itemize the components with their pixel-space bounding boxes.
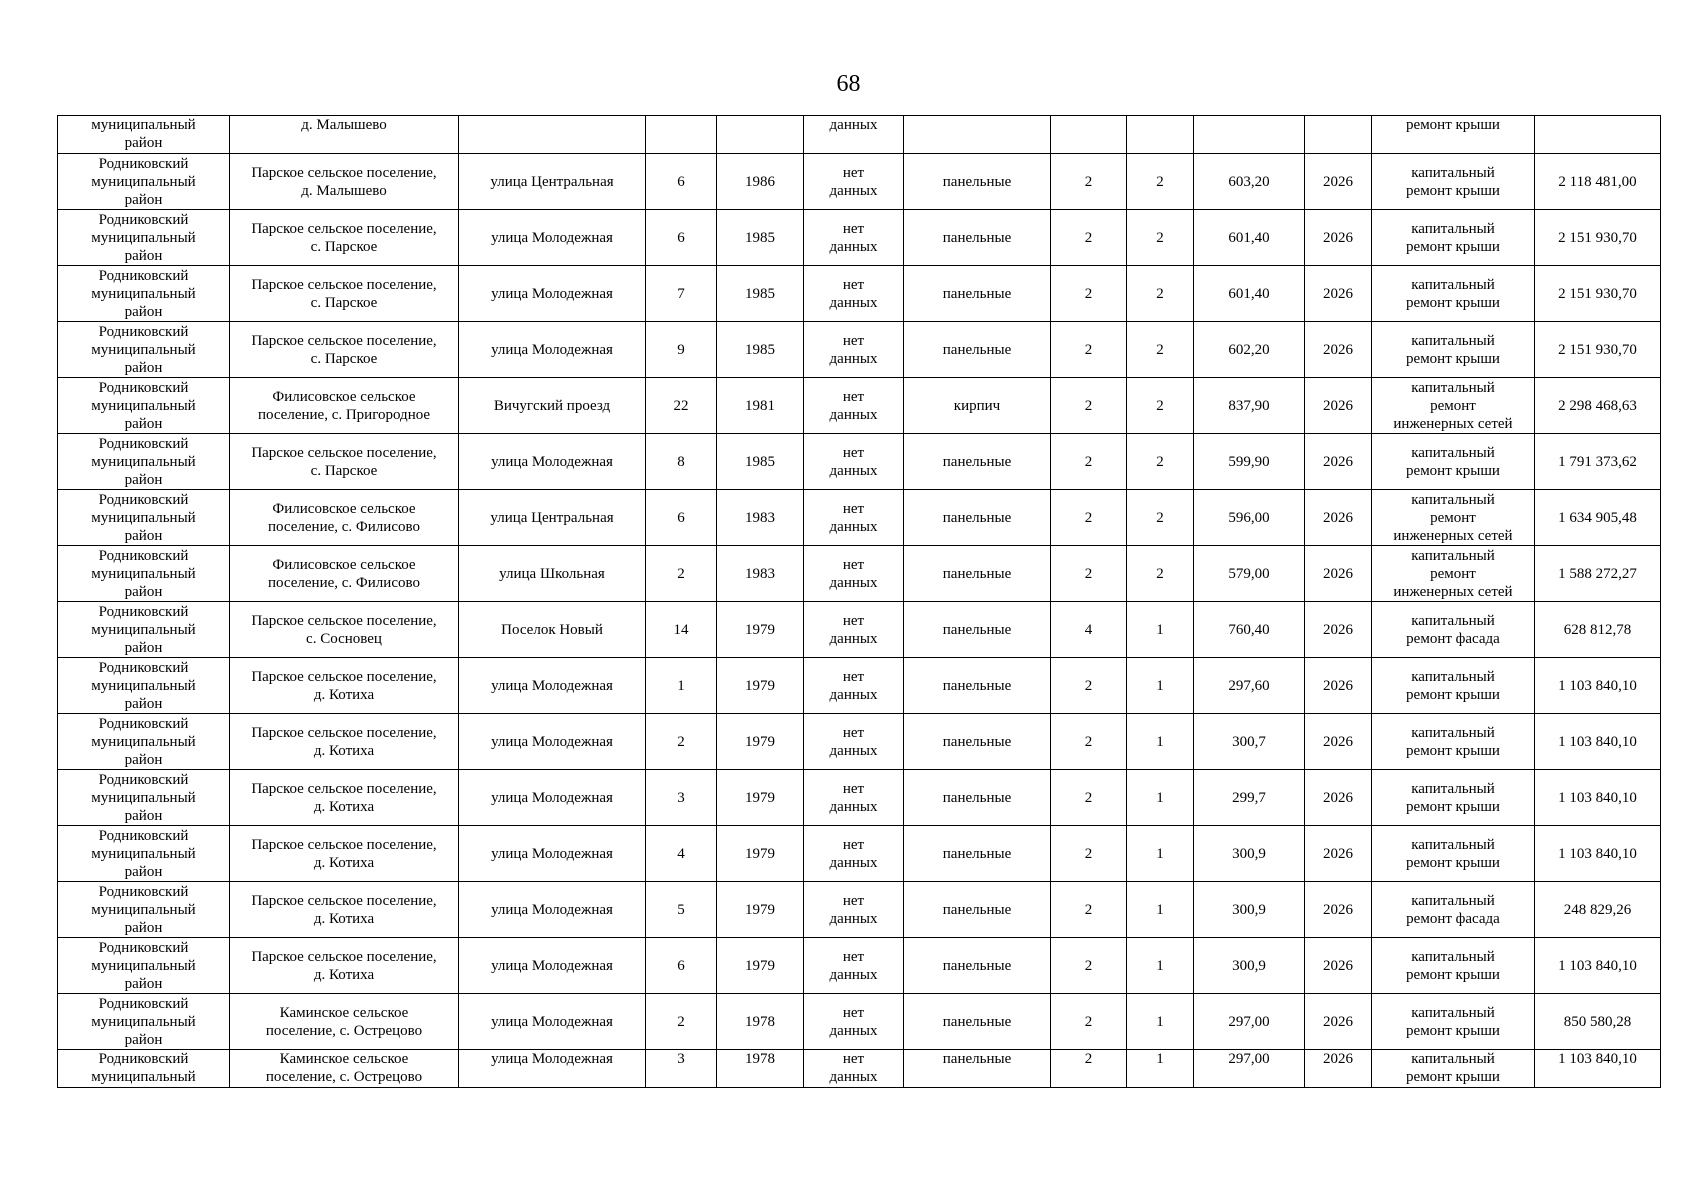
settlement-cell: Филисовское сельское поселение, с. Филисово <box>230 490 459 546</box>
cost-cell: 2 151 930,70 <box>1535 322 1661 378</box>
plan-year-cell: 2026 <box>1305 938 1372 994</box>
district-cell: Родниковский муниципальный район <box>58 434 230 490</box>
plan-year-cell: 2026 <box>1305 490 1372 546</box>
year-built-cell: 1985 <box>717 322 804 378</box>
floors-cell: 2 <box>1051 658 1127 714</box>
year-commission-cell: нет данных <box>804 714 904 770</box>
cost-cell <box>1535 116 1661 154</box>
entrances-cell: 1 <box>1127 1050 1194 1088</box>
plan-year-cell: 2026 <box>1305 994 1372 1050</box>
floors-cell: 2 <box>1051 322 1127 378</box>
street-cell: улица Молодежная <box>459 994 646 1050</box>
cost-cell: 2 151 930,70 <box>1535 266 1661 322</box>
table-row <box>58 378 1661 434</box>
district-cell: Родниковский муниципальный район <box>58 938 230 994</box>
district-cell: Родниковский муниципальный район <box>58 658 230 714</box>
wall-material-cell: панельные <box>904 1050 1051 1088</box>
district-cell: Родниковский муниципальный район <box>58 546 230 602</box>
cost-cell: 1 103 840,10 <box>1535 826 1661 882</box>
wall-material-cell: панельные <box>904 994 1051 1050</box>
house-number-cell: 6 <box>646 490 717 546</box>
cost-cell: 1 103 840,10 <box>1535 658 1661 714</box>
table-row <box>58 434 1661 490</box>
cost-cell: 1 634 905,48 <box>1535 490 1661 546</box>
settlement-cell: д. Малышево <box>230 116 459 154</box>
year-built-cell: 1983 <box>717 490 804 546</box>
settlement-cell: Парское сельское поселение, с. Сосновец <box>230 602 459 658</box>
street-cell: улица Молодежная <box>459 882 646 938</box>
house-number-cell: 4 <box>646 826 717 882</box>
work-type-cell: капитальный ремонт крыши <box>1372 434 1535 490</box>
year-built-cell: 1985 <box>717 210 804 266</box>
entrances-cell: 2 <box>1127 210 1194 266</box>
work-type-cell: капитальный ремонт крыши <box>1372 714 1535 770</box>
cost-cell: 2 118 481,00 <box>1535 154 1661 210</box>
settlement-cell: Парское сельское поселение, с. Парское <box>230 266 459 322</box>
table-row <box>58 826 1661 882</box>
year-built-cell: 1985 <box>717 434 804 490</box>
wall-material-cell: панельные <box>904 322 1051 378</box>
street-cell: улица Школьная <box>459 546 646 602</box>
wall-material-cell: панельные <box>904 154 1051 210</box>
wall-material-cell: панельные <box>904 546 1051 602</box>
area-cell: 299,7 <box>1194 770 1305 826</box>
plan-year-cell: 2026 <box>1305 658 1372 714</box>
area-cell: 300,9 <box>1194 826 1305 882</box>
district-cell: Родниковский муниципальный район <box>58 602 230 658</box>
work-type-cell: ремонт крыши <box>1372 116 1535 154</box>
street-cell: улица Молодежная <box>459 1050 646 1088</box>
house-number-cell: 22 <box>646 378 717 434</box>
cost-cell: 1 791 373,62 <box>1535 434 1661 490</box>
year-built-cell: 1979 <box>717 602 804 658</box>
settlement-cell: Парское сельское поселение, д. Малышево <box>230 154 459 210</box>
house-number-cell <box>646 116 717 154</box>
area-cell: 601,40 <box>1194 210 1305 266</box>
house-number-cell: 5 <box>646 882 717 938</box>
year-built-cell <box>717 116 804 154</box>
street-cell: улица Молодежная <box>459 322 646 378</box>
page-number: 68 <box>836 71 861 97</box>
settlement-cell: Парское сельское поселение, д. Котиха <box>230 658 459 714</box>
floors-cell: 2 <box>1051 490 1127 546</box>
floors-cell: 2 <box>1051 210 1127 266</box>
plan-year-cell: 2026 <box>1305 378 1372 434</box>
floors-cell: 2 <box>1051 826 1127 882</box>
entrances-cell: 2 <box>1127 546 1194 602</box>
street-cell: улица Молодежная <box>459 938 646 994</box>
district-cell: Родниковский муниципальный район <box>58 882 230 938</box>
street-cell <box>459 116 646 154</box>
area-cell: 297,00 <box>1194 994 1305 1050</box>
floors-cell: 2 <box>1051 546 1127 602</box>
house-number-cell: 7 <box>646 266 717 322</box>
housing-repair-table <box>57 115 1661 1088</box>
work-type-cell: капитальный ремонт инженерных сетей <box>1372 490 1535 546</box>
year-commission-cell: нет данных <box>804 1050 904 1088</box>
plan-year-cell: 2026 <box>1305 770 1372 826</box>
cost-cell: 850 580,28 <box>1535 994 1661 1050</box>
district-cell: Родниковский муниципальный район <box>58 266 230 322</box>
house-number-cell: 2 <box>646 546 717 602</box>
work-type-cell: капитальный ремонт крыши <box>1372 322 1535 378</box>
year-commission-cell: нет данных <box>804 826 904 882</box>
area-cell: 300,9 <box>1194 882 1305 938</box>
year-commission-cell: нет данных <box>804 378 904 434</box>
floors-cell: 2 <box>1051 714 1127 770</box>
entrances-cell: 1 <box>1127 770 1194 826</box>
plan-year-cell: 2026 <box>1305 602 1372 658</box>
wall-material-cell: панельные <box>904 938 1051 994</box>
entrances-cell: 2 <box>1127 434 1194 490</box>
work-type-cell: капитальный ремонт крыши <box>1372 658 1535 714</box>
street-cell: улица Молодежная <box>459 826 646 882</box>
floors-cell: 2 <box>1051 434 1127 490</box>
area-cell: 297,00 <box>1194 1050 1305 1088</box>
area-cell: 837,90 <box>1194 378 1305 434</box>
floors-cell: 2 <box>1051 266 1127 322</box>
table-row <box>58 154 1661 210</box>
table-row <box>58 658 1661 714</box>
table-body <box>58 116 1661 1088</box>
entrances-cell: 2 <box>1127 490 1194 546</box>
settlement-cell: Каминское сельское поселение, с. Острецово <box>230 994 459 1050</box>
cost-cell: 1 103 840,10 <box>1535 714 1661 770</box>
entrances-cell: 2 <box>1127 322 1194 378</box>
work-type-cell: капитальный ремонт инженерных сетей <box>1372 378 1535 434</box>
street-cell: Вичугский проезд <box>459 378 646 434</box>
work-type-cell: капитальный ремонт крыши <box>1372 994 1535 1050</box>
wall-material-cell: кирпич <box>904 378 1051 434</box>
year-built-cell: 1979 <box>717 770 804 826</box>
district-cell: Родниковский муниципальный район <box>58 322 230 378</box>
year-built-cell: 1981 <box>717 378 804 434</box>
area-cell: 300,7 <box>1194 714 1305 770</box>
settlement-cell: Парское сельское поселение, д. Котиха <box>230 882 459 938</box>
plan-year-cell: 2026 <box>1305 154 1372 210</box>
entrances-cell: 1 <box>1127 882 1194 938</box>
year-commission-cell: нет данных <box>804 602 904 658</box>
street-cell: улица Молодежная <box>459 770 646 826</box>
plan-year-cell <box>1305 116 1372 154</box>
plan-year-cell: 2026 <box>1305 434 1372 490</box>
plan-year-cell: 2026 <box>1305 714 1372 770</box>
plan-year-cell: 2026 <box>1305 1050 1372 1088</box>
area-cell: 601,40 <box>1194 266 1305 322</box>
district-cell: Родниковский муниципальный район <box>58 994 230 1050</box>
table-row <box>58 490 1661 546</box>
plan-year-cell: 2026 <box>1305 882 1372 938</box>
year-commission-cell: нет данных <box>804 490 904 546</box>
floors-cell: 2 <box>1051 378 1127 434</box>
year-built-cell: 1983 <box>717 546 804 602</box>
entrances-cell: 1 <box>1127 658 1194 714</box>
area-cell: 300,9 <box>1194 938 1305 994</box>
wall-material-cell: панельные <box>904 714 1051 770</box>
cost-cell: 628 812,78 <box>1535 602 1661 658</box>
cost-cell: 1 103 840,10 <box>1535 770 1661 826</box>
street-cell: улица Молодежная <box>459 210 646 266</box>
work-type-cell: капитальный ремонт крыши <box>1372 826 1535 882</box>
year-built-cell: 1986 <box>717 154 804 210</box>
year-commission-cell: нет данных <box>804 546 904 602</box>
entrances-cell: 1 <box>1127 938 1194 994</box>
street-cell: улица Молодежная <box>459 658 646 714</box>
plan-year-cell: 2026 <box>1305 266 1372 322</box>
floors-cell: 4 <box>1051 602 1127 658</box>
table-row <box>58 882 1661 938</box>
wall-material-cell: панельные <box>904 266 1051 322</box>
settlement-cell: Парское сельское поселение, с. Парское <box>230 434 459 490</box>
street-cell: улица Центральная <box>459 154 646 210</box>
area-cell: 297,60 <box>1194 658 1305 714</box>
house-number-cell: 3 <box>646 770 717 826</box>
area-cell: 602,20 <box>1194 322 1305 378</box>
area-cell: 760,40 <box>1194 602 1305 658</box>
work-type-cell: капитальный ремонт фасада <box>1372 602 1535 658</box>
entrances-cell: 1 <box>1127 994 1194 1050</box>
district-cell: Родниковский муниципальный район <box>58 154 230 210</box>
house-number-cell: 2 <box>646 714 717 770</box>
house-number-cell: 6 <box>646 154 717 210</box>
year-commission-cell: нет данных <box>804 154 904 210</box>
plan-year-cell: 2026 <box>1305 210 1372 266</box>
settlement-cell: Филисовское сельское поселение, с. Пригородное <box>230 378 459 434</box>
cost-cell: 2 151 930,70 <box>1535 210 1661 266</box>
year-commission-cell: нет данных <box>804 994 904 1050</box>
district-cell: Родниковский муниципальный район <box>58 378 230 434</box>
table-row <box>58 714 1661 770</box>
wall-material-cell: панельные <box>904 602 1051 658</box>
work-type-cell: капитальный ремонт крыши <box>1372 938 1535 994</box>
settlement-cell: Парское сельское поселение, с. Парское <box>230 210 459 266</box>
work-type-cell: капитальный ремонт крыши <box>1372 210 1535 266</box>
work-type-cell: капитальный ремонт крыши <box>1372 154 1535 210</box>
street-cell: улица Молодежная <box>459 266 646 322</box>
table-row <box>58 994 1661 1050</box>
house-number-cell: 6 <box>646 210 717 266</box>
year-built-cell: 1978 <box>717 994 804 1050</box>
table-row <box>58 266 1661 322</box>
house-number-cell: 6 <box>646 938 717 994</box>
cost-cell: 1 588 272,27 <box>1535 546 1661 602</box>
entrances-cell: 2 <box>1127 378 1194 434</box>
street-cell: улица Молодежная <box>459 434 646 490</box>
area-cell <box>1194 116 1305 154</box>
floors-cell <box>1051 116 1127 154</box>
settlement-cell: Парское сельское поселение, д. Котиха <box>230 938 459 994</box>
settlement-cell: Парское сельское поселение, д. Котиха <box>230 770 459 826</box>
cost-cell: 248 829,26 <box>1535 882 1661 938</box>
wall-material-cell <box>904 116 1051 154</box>
table-row <box>58 210 1661 266</box>
wall-material-cell: панельные <box>904 210 1051 266</box>
table-row <box>58 1050 1661 1088</box>
house-number-cell: 14 <box>646 602 717 658</box>
entrances-cell: 1 <box>1127 826 1194 882</box>
area-cell: 579,00 <box>1194 546 1305 602</box>
floors-cell: 2 <box>1051 770 1127 826</box>
table-row <box>58 938 1661 994</box>
floors-cell: 2 <box>1051 938 1127 994</box>
plan-year-cell: 2026 <box>1305 322 1372 378</box>
settlement-cell: Парское сельское поселение, с. Парское <box>230 322 459 378</box>
year-commission-cell: нет данных <box>804 658 904 714</box>
street-cell: Поселок Новый <box>459 602 646 658</box>
work-type-cell: капитальный ремонт фасада <box>1372 882 1535 938</box>
settlement-cell: Филисовское сельское поселение, с. Филисово <box>230 546 459 602</box>
street-cell: улица Центральная <box>459 490 646 546</box>
district-cell: Родниковский муниципальный <box>58 1050 230 1088</box>
year-commission-cell: нет данных <box>804 770 904 826</box>
year-built-cell: 1979 <box>717 658 804 714</box>
district-cell: Родниковский муниципальный район <box>58 714 230 770</box>
floors-cell: 2 <box>1051 154 1127 210</box>
year-commission-cell: нет данных <box>804 434 904 490</box>
wall-material-cell: панельные <box>904 770 1051 826</box>
wall-material-cell: панельные <box>904 882 1051 938</box>
year-built-cell: 1979 <box>717 714 804 770</box>
settlement-cell: Каминское сельское поселение, с. Острецово <box>230 1050 459 1088</box>
year-built-cell: 1978 <box>717 1050 804 1088</box>
year-built-cell: 1979 <box>717 826 804 882</box>
district-cell: Родниковский муниципальный район <box>58 770 230 826</box>
house-number-cell: 9 <box>646 322 717 378</box>
year-commission-cell: нет данных <box>804 210 904 266</box>
wall-material-cell: панельные <box>904 434 1051 490</box>
entrances-cell: 1 <box>1127 602 1194 658</box>
work-type-cell: капитальный ремонт крыши <box>1372 770 1535 826</box>
house-number-cell: 1 <box>646 658 717 714</box>
year-commission-cell: данных <box>804 116 904 154</box>
table-row <box>58 322 1661 378</box>
house-number-cell: 2 <box>646 994 717 1050</box>
floors-cell: 2 <box>1051 1050 1127 1088</box>
work-type-cell: капитальный ремонт инженерных сетей <box>1372 546 1535 602</box>
work-type-cell: капитальный ремонт крыши <box>1372 266 1535 322</box>
wall-material-cell: панельные <box>904 826 1051 882</box>
district-cell: Родниковский муниципальный район <box>58 826 230 882</box>
year-commission-cell: нет данных <box>804 266 904 322</box>
entrances-cell: 1 <box>1127 714 1194 770</box>
wall-material-cell: панельные <box>904 490 1051 546</box>
plan-year-cell: 2026 <box>1305 546 1372 602</box>
street-cell: улица Молодежная <box>459 714 646 770</box>
year-built-cell: 1979 <box>717 938 804 994</box>
year-commission-cell: нет данных <box>804 322 904 378</box>
plan-year-cell: 2026 <box>1305 826 1372 882</box>
district-cell: Родниковский муниципальный район <box>58 490 230 546</box>
cost-cell: 1 103 840,10 <box>1535 1050 1661 1088</box>
table-row <box>58 602 1661 658</box>
year-commission-cell: нет данных <box>804 882 904 938</box>
entrances-cell: 2 <box>1127 154 1194 210</box>
area-cell: 603,20 <box>1194 154 1305 210</box>
area-cell: 599,90 <box>1194 434 1305 490</box>
table-row <box>58 770 1661 826</box>
district-cell: муниципальный район <box>58 116 230 154</box>
year-commission-cell: нет данных <box>804 938 904 994</box>
year-built-cell: 1985 <box>717 266 804 322</box>
district-cell: Родниковский муниципальный район <box>58 210 230 266</box>
house-number-cell: 3 <box>646 1050 717 1088</box>
table-row <box>58 116 1661 154</box>
settlement-cell: Парское сельское поселение, д. Котиха <box>230 826 459 882</box>
wall-material-cell: панельные <box>904 658 1051 714</box>
floors-cell: 2 <box>1051 994 1127 1050</box>
cost-cell: 1 103 840,10 <box>1535 938 1661 994</box>
entrances-cell: 2 <box>1127 266 1194 322</box>
house-number-cell: 8 <box>646 434 717 490</box>
entrances-cell <box>1127 116 1194 154</box>
work-type-cell: капитальный ремонт крыши <box>1372 1050 1535 1088</box>
cost-cell: 2 298 468,63 <box>1535 378 1661 434</box>
area-cell: 596,00 <box>1194 490 1305 546</box>
table-row <box>58 546 1661 602</box>
year-built-cell: 1979 <box>717 882 804 938</box>
floors-cell: 2 <box>1051 882 1127 938</box>
settlement-cell: Парское сельское поселение, д. Котиха <box>230 714 459 770</box>
